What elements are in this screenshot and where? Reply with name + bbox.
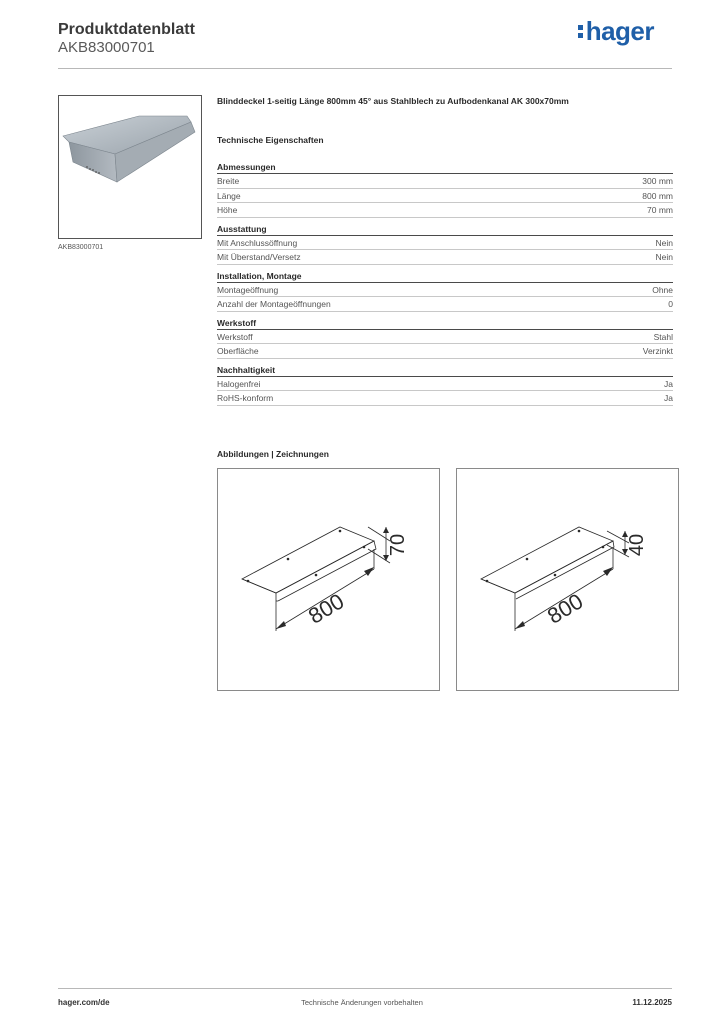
spec-label: Mit Anschlussöffnung (217, 237, 298, 248)
spec-label: Höhe (217, 205, 238, 215)
length-dimension: 800 (303, 588, 349, 629)
spec-row (217, 203, 673, 218)
spec-value: Ja (664, 378, 673, 389)
spec-label: Oberfläche (217, 346, 259, 356)
group-title: Nachhaltigkeit (217, 365, 673, 377)
group-title: Werkstoff (217, 318, 673, 330)
spec-value: Ja (664, 393, 673, 403)
footer-divider (58, 988, 672, 989)
spec-label: RoHS-konform (217, 393, 274, 403)
logo-text: hager (585, 16, 654, 46)
group-material (217, 318, 673, 359)
cover-drawing-icon (218, 469, 439, 690)
spec-label: Halogenfrei (217, 378, 261, 389)
image-caption: AKB83000701 (58, 244, 104, 251)
length-dimension: 800 (542, 588, 588, 629)
spec-row (217, 174, 673, 189)
spec-row (217, 283, 673, 298)
spec-value: 70 mm (647, 205, 673, 215)
spec-value: 800 mm (642, 190, 673, 201)
spec-value: 0 (668, 299, 673, 309)
spec-row (217, 344, 673, 359)
spec-value: Nein (655, 237, 673, 248)
footer-notice: Technische Änderungen vorbehalten (301, 998, 423, 1007)
spec-label: Mit Überstand/Versetz (217, 252, 301, 262)
product-image (58, 95, 202, 239)
product-photo-icon (59, 96, 201, 238)
product-code: AKB83000701 (58, 39, 155, 56)
footer-website-link[interactable]: hager.com/de (58, 998, 110, 1007)
spec-row (217, 189, 673, 204)
spec-value: Nein (655, 252, 673, 262)
tech-heading: Technische Eigenschaften (217, 135, 324, 145)
spec-row (217, 391, 673, 406)
spec-label: Montageöffnung (217, 284, 279, 295)
hager-logo (578, 16, 654, 47)
technical-drawing (217, 468, 440, 691)
spec-value: 300 mm (642, 176, 673, 186)
product-details (217, 96, 673, 412)
group-title: Installation, Montage (217, 271, 673, 283)
spec-row (217, 330, 673, 345)
spec-label: Breite (217, 176, 240, 186)
footer-date: 11.12.2025 (632, 998, 672, 1007)
logo-colon-icon (578, 22, 584, 41)
spec-label: Länge (217, 190, 241, 201)
spec-value: Verzinkt (642, 346, 673, 356)
height-dimension: 40 (626, 533, 648, 557)
technical-drawing (456, 468, 679, 691)
spec-label: Anzahl der Montageöffnungen (217, 299, 331, 309)
spec-value: Stahl (653, 331, 673, 342)
group-installation (217, 271, 673, 312)
group-dimensions (217, 162, 673, 218)
group-equipment (217, 224, 673, 265)
cover-drawing-icon (457, 469, 678, 690)
spec-row (217, 236, 673, 251)
group-title: Abmessungen (217, 162, 673, 174)
group-title: Ausstattung (217, 224, 673, 236)
spec-row (217, 297, 673, 312)
group-sustainability (217, 365, 673, 406)
drawings-heading: Abbildungen | Zeichnungen (217, 449, 329, 459)
header-divider (58, 68, 672, 69)
height-dimension: 70 (387, 533, 409, 557)
product-description: Blinddeckel 1-seitig Länge 800mm 45° aus Stahlblech zu Aufbodenkanal AK 300x70mm (217, 96, 569, 106)
spec-row (217, 377, 673, 392)
page-title: Produktdatenblatt (58, 21, 195, 38)
spec-value: Ohne (652, 284, 673, 295)
spec-row (217, 250, 673, 265)
spec-label: Werkstoff (217, 331, 253, 342)
